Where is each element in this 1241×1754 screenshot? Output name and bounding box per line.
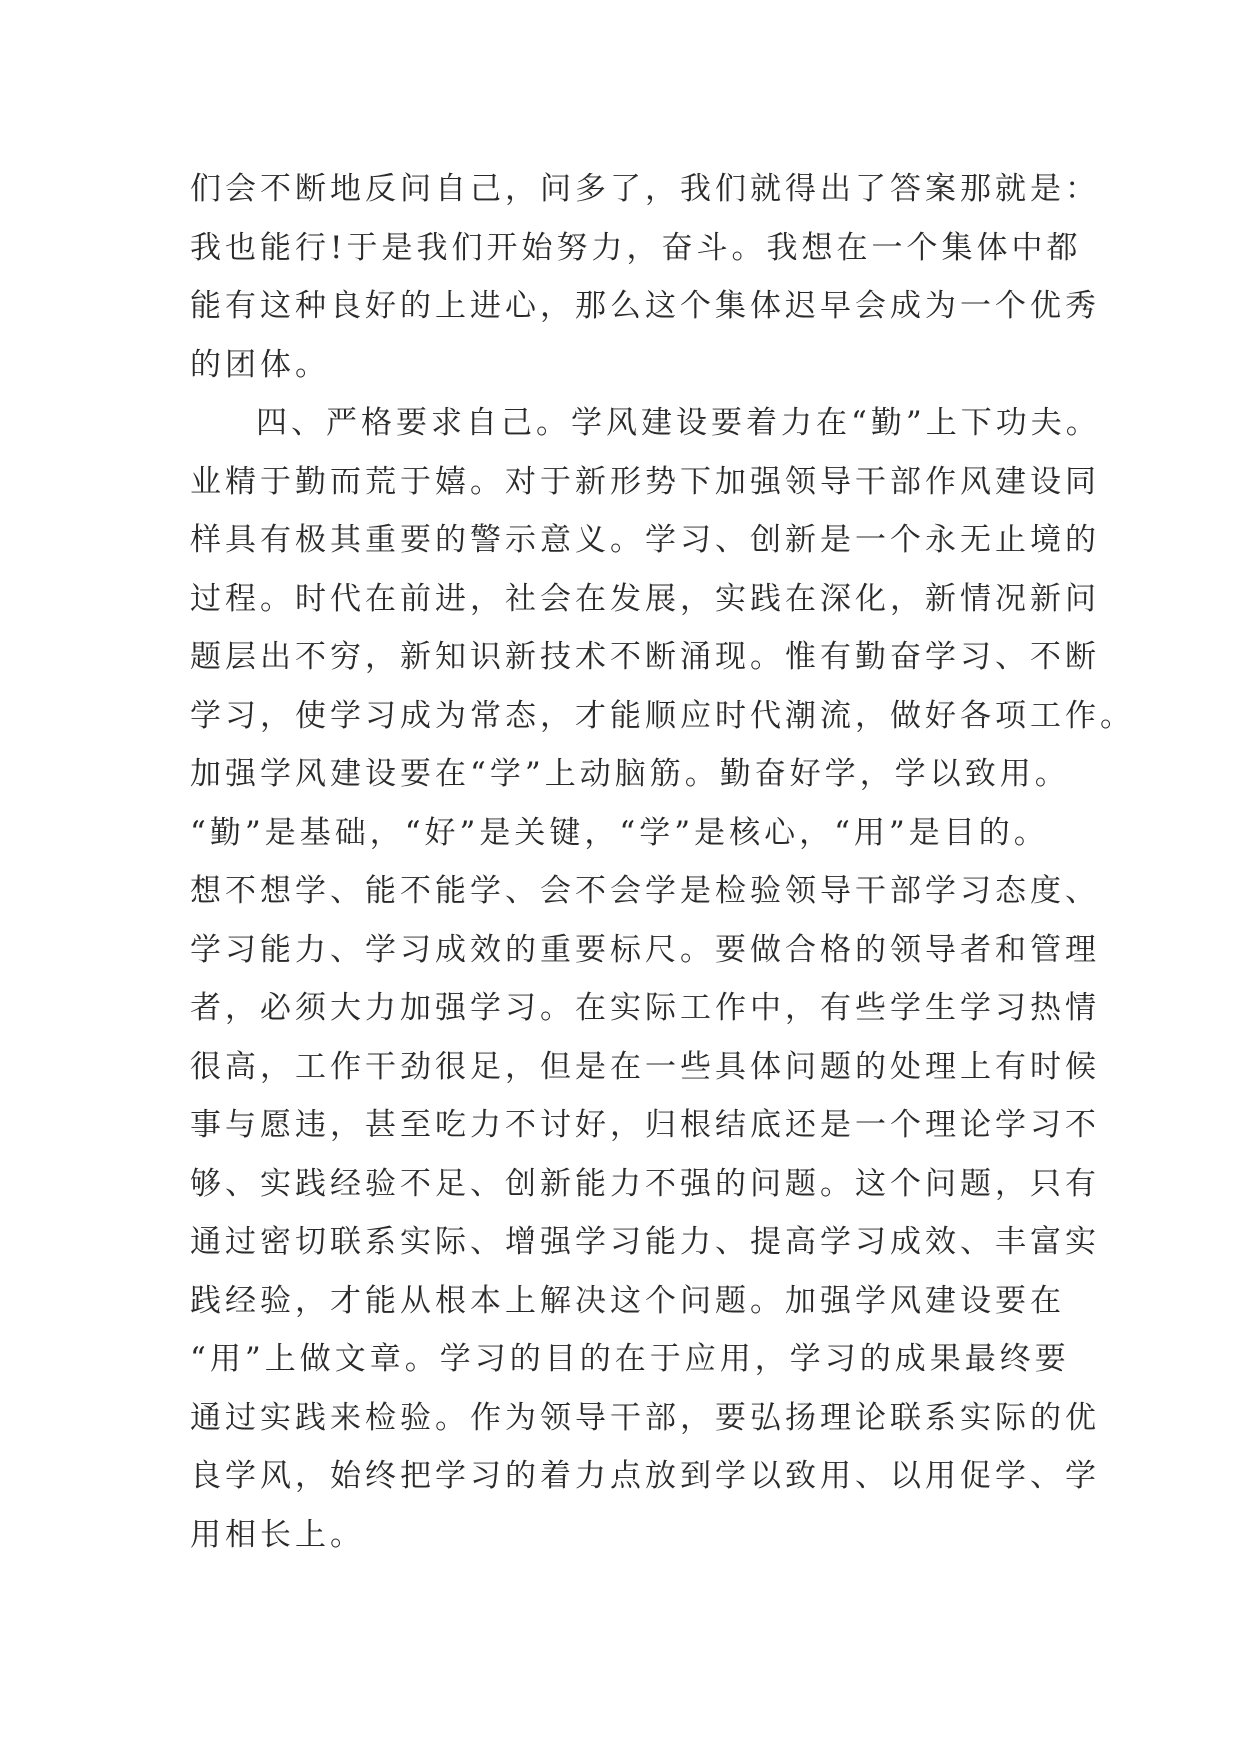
text-line: 事与愿违，甚至吃力不讨好，归根结底还是一个理论学习不: [190, 1107, 1100, 1143]
text-line: 们会不断地反问自己，问多了，我们就得出了答案那就是：: [190, 171, 1100, 207]
paragraph-start-line: 四、严格要求自己。学风建设要着力在“勤”上下功夫。: [256, 405, 1101, 441]
text-line: 通过密切联系实际、增强学习能力、提高学习成效、丰富实: [190, 1224, 1100, 1260]
text-line: 很高，工作干劲很足，但是在一些具体问题的处理上有时候: [190, 1048, 1100, 1085]
text-line: 通过实践来检验。作为领导干部，要弘扬理论联系实际的优: [190, 1399, 1100, 1436]
text-line: 学习，使学习成为常态，才能顺应时代潮流，做好各项工作。: [190, 697, 1135, 734]
text-line: “勤”是基础，“好”是关键，“学”是核心，“用”是目的。: [190, 814, 1049, 851]
text-line: 业精于勤而荒于嬉。对于新形势下加强领导干部作风建设同: [190, 463, 1100, 500]
text-line: 用相长上。: [190, 1516, 365, 1553]
text-line: 想不想学、能不能学、会不会学是检验领导干部学习态度、: [190, 873, 1100, 909]
text-line: 样具有极其重要的警示意义。学习、创新是一个永无止境的: [190, 522, 1100, 558]
text-line: 践经验，才能从根本上解决这个问题。加强学风建设要在: [190, 1282, 1065, 1319]
text-line: 够、实践经验不足、创新能力不强的问题。这个问题，只有: [190, 1165, 1100, 1202]
text-line: 能有这种良好的上进心，那么这个集体迟早会成为一个优秀: [190, 288, 1100, 324]
text-line: 题层出不穷，新知识新技术不断涌现。惟有勤奋学习、不断: [190, 639, 1100, 675]
body-text: [190, 160, 1135, 1564]
text-line: 良学风，始终把学习的着力点放到学以致用、以用促学、学: [190, 1458, 1100, 1494]
text-line: 学习能力、学习成效的重要标尺。要做合格的领导者和管理: [190, 931, 1100, 968]
text-line: 过程。时代在前进，社会在发展，实践在深化，新情况新问: [190, 580, 1100, 617]
text-line: 加强学风建设要在“学”上动脑筋。勤奋好学，学以致用。: [190, 756, 1070, 792]
text-line: 的团体。: [190, 346, 330, 383]
text-line: 我也能行!于是我们开始努力，奋斗。我想在一个集体中都: [190, 229, 1082, 266]
text-line: “用”上做文章。学习的目的在于应用，学习的成果最终要: [190, 1341, 1070, 1377]
text-line: 者，必须大力加强学习。在实际工作中，有些学生学习热情: [190, 990, 1100, 1026]
